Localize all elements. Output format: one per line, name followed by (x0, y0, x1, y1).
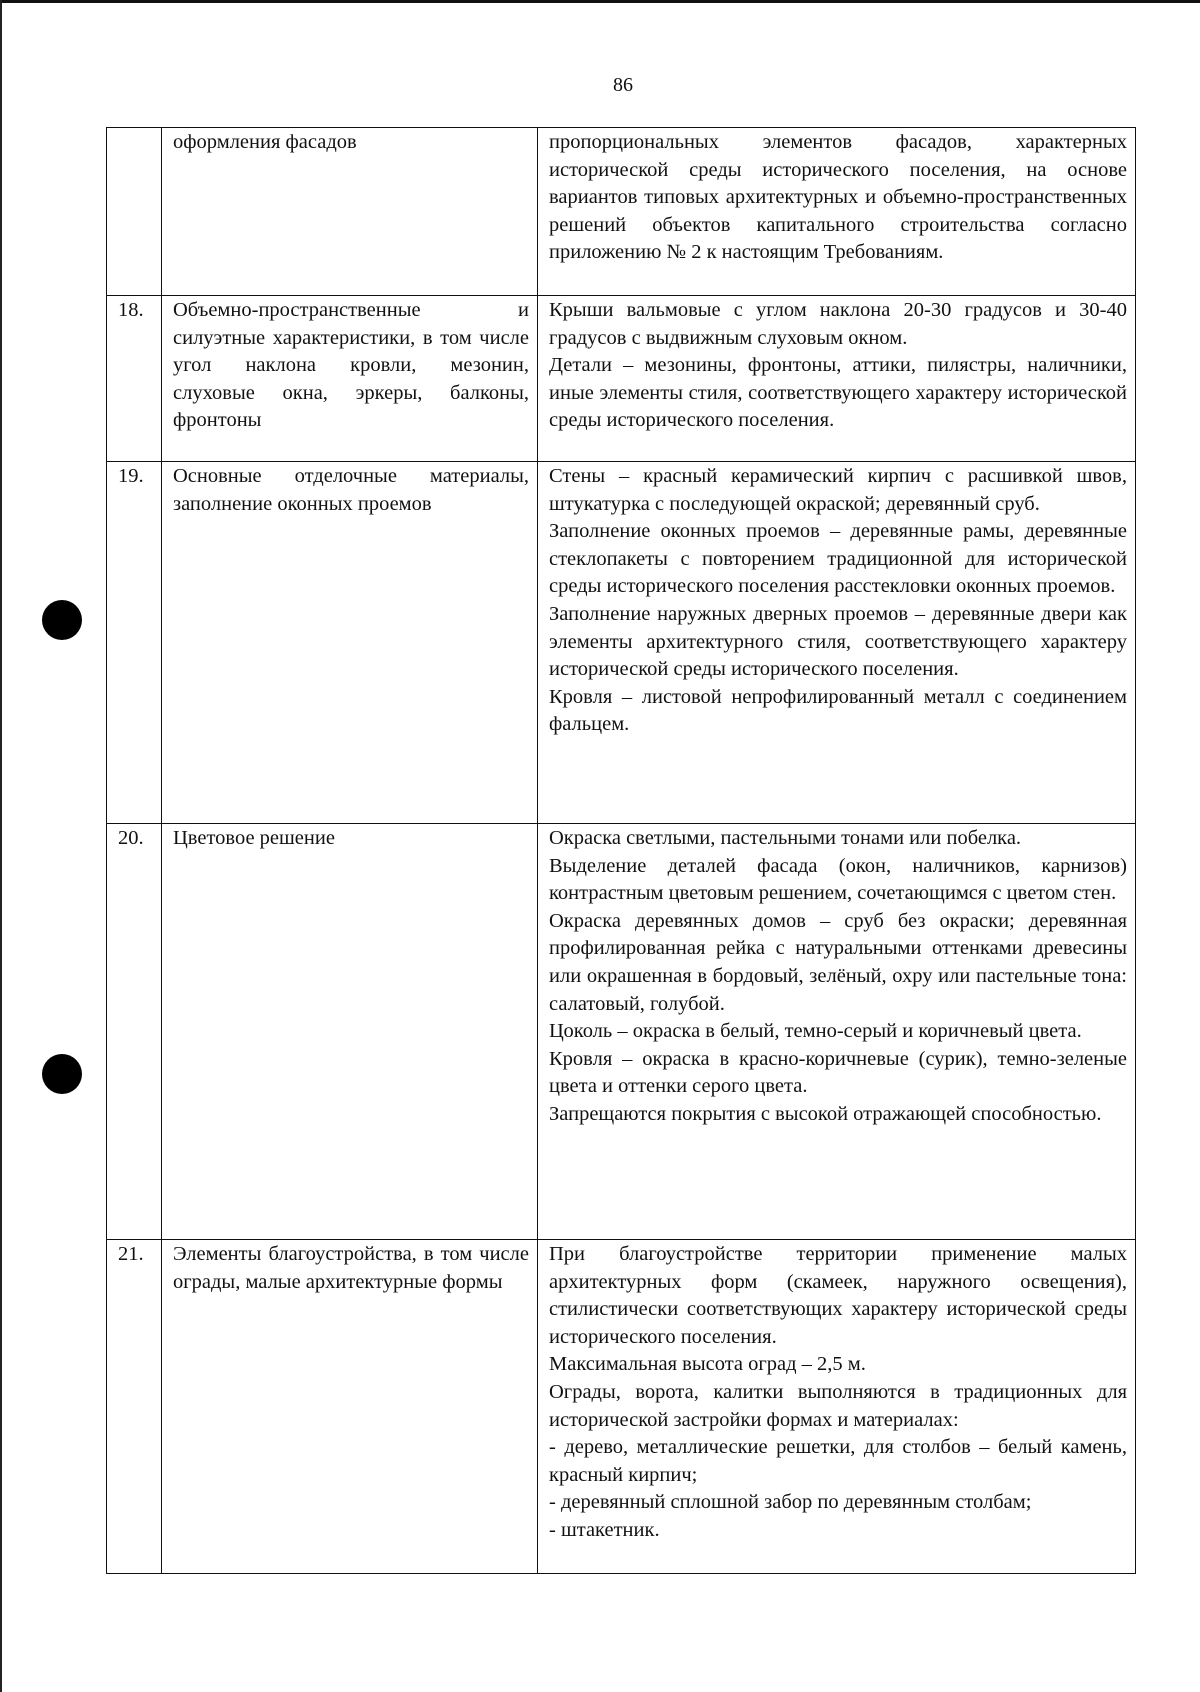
page-number: 86 (613, 74, 633, 96)
requirement-paragraph: Стены – красный керамический кирпич с расшивкой швов, штукатурка с последующей окраской; деревянный сруб. (549, 465, 1127, 515)
row-characteristic: Элементы благоустройства, в том числе ограды, малые архитектурные формы (162, 1240, 538, 1574)
row-characteristic: оформления фасадов (162, 128, 538, 296)
table-row (107, 1240, 1136, 1574)
requirement-paragraph: - штакетник. (549, 1518, 660, 1541)
table-row (107, 128, 1136, 296)
table-row (107, 824, 1136, 1240)
row-characteristic: Цветовое решение (162, 824, 538, 1240)
requirement-paragraph: пропорциональных элементов фасадов, характерных исторической среды исторического поселения, на основе вариантов типовых архитектурных и объемно-пространственных решений объектов капитального строительства согласно приложению № 2 к настоящим Требованиям. (549, 131, 1127, 264)
row-number (107, 128, 162, 296)
requirement-paragraph: Кровля – листовой непрофилированный металл с соединением фальцем. (549, 685, 1127, 736)
requirement-paragraph: Цоколь – окраска в белый, темно-серый и коричневый цвета. (549, 1020, 1082, 1043)
requirement-paragraph: Максимальная высота оград – 2,5 м. (549, 1353, 866, 1376)
row-characteristic: Объемно-пространственные и силуэтные характеристики, в том числе угол наклона кровли, мезонин, слуховые окна, эркеры, балконы, фронтоны (162, 296, 538, 462)
requirement-paragraph: Крыши вальмовые с углом наклона 20-30 градусов и 30-40 градусов с выдвижным слуховым окном. (549, 299, 1127, 349)
requirement-paragraph: - деревянный сплошной забор по деревянным столбам; (549, 1491, 1032, 1514)
row-requirements (538, 462, 1136, 824)
row-requirements (538, 1240, 1136, 1574)
row-number: 21. (107, 1240, 162, 1574)
requirement-paragraph: Запрещаются покрытия с высокой отражающей способностью. (549, 1102, 1102, 1125)
scan-left-edge (0, 0, 2, 1692)
punch-hole-mark (42, 600, 82, 640)
row-number: 18. (107, 296, 162, 462)
requirement-paragraph: Кровля – окраска в красно-коричневые (сурик), темно-зеленые цвета и оттенки серого цвета. (549, 1047, 1127, 1098)
requirement-paragraph: Заполнение оконных проемов – деревянные рамы, деревянные стеклопакеты с повторением традиционной для исторической среды исторического поселения расстекловки оконных проемов. (549, 520, 1127, 598)
requirement-paragraph: Заполнение наружных дверных проемов – деревянные двери как элементы архитектурного стиля, соответствующего характеру исторической среды исторического поселения. (549, 602, 1127, 681)
table-row (107, 296, 1136, 462)
row-number: 19. (107, 462, 162, 824)
row-number: 20. (107, 824, 162, 1240)
requirement-paragraph: Детали – мезонины, фронтоны, аттики, пилястры, наличники, иные элементы стиля, соответствующего характеру исторической среды исторического поселения. (549, 354, 1127, 432)
requirement-paragraph: Ограды, ворота, калитки выполняются в традиционных для исторической застройки формах и материалах: (549, 1380, 1127, 1431)
table-row (107, 462, 1136, 824)
requirement-paragraph: Окраска деревянных домов – сруб без окраски; деревянная профилированная рейка с натуральными оттенками древесины или окрашенная в бордовый, зелёный, охру или пастельные тона: салатовый, голубой. (549, 909, 1127, 1015)
punch-hole-mark (42, 1054, 82, 1094)
row-requirements (538, 128, 1136, 296)
row-requirements (538, 824, 1136, 1240)
requirement-paragraph: Выделение деталей фасада (окон, наличников, карнизов) контрастным цветовым решением, сочетающимся с цветом стен. (549, 854, 1127, 905)
requirement-paragraph: Окраска светлыми, пастельными тонами или побелка. (549, 827, 1022, 849)
requirement-paragraph: - дерево, металлические решетки, для столбов – белый камень, красный кирпич; (549, 1436, 1127, 1486)
requirements-table (106, 127, 1136, 1574)
row-requirements (538, 296, 1136, 462)
row-characteristic: Основные отделочные материалы, заполнение оконных проемов (162, 462, 538, 824)
scan-top-edge (0, 0, 1200, 3)
requirement-paragraph: При благоустройстве территории применение малых архитектурных форм (скамеек, наружного освещения), стилистически соответствующих характеру исторической среды исторического поселения. (549, 1243, 1127, 1348)
